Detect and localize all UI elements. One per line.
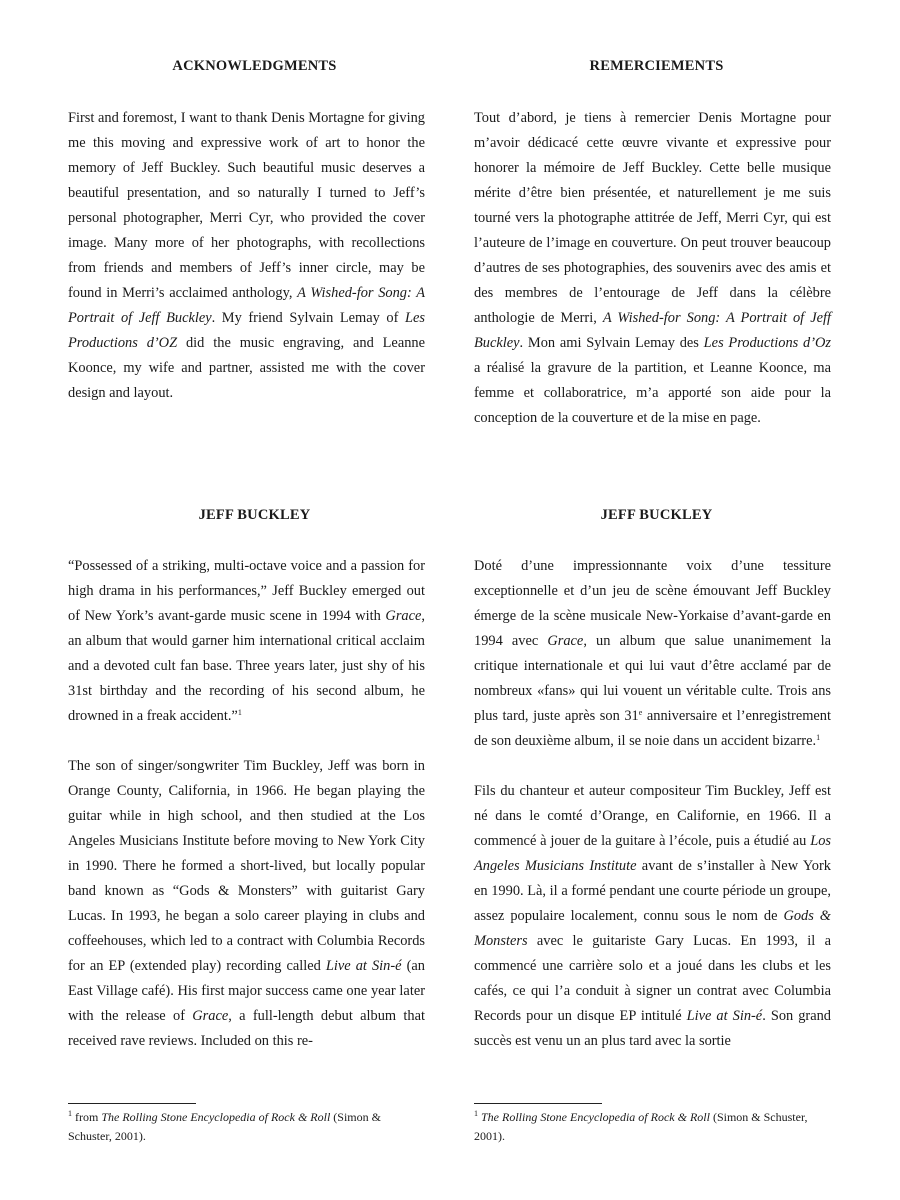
acknowledgments-text-fr	[474, 106, 831, 431]
biography-paragraph-2-fr	[474, 779, 831, 1054]
text-run: (an East Village café). His first major success came one year later with the release of	[68, 958, 425, 1024]
book-title: A Wished-for Song: A Portrait of Jeff Buckley	[474, 310, 831, 351]
text-run: anniversaire et l’enregistrement de son deuxième album, il se noie dans un accident bizarre.	[474, 708, 832, 749]
ordinal-superscript: e	[638, 708, 643, 717]
biography-heading-en: JEFF BUCKLEY	[198, 507, 311, 523]
text-run: avec le guitariste Gary Lucas. En 1993, il a commencé une carrière solo et a joué dans les clubs et les cafés, ce qui l’a conduit à signer un contrat avec Columbia Records pour un disque EP intitulé	[474, 933, 831, 1024]
text-run: , an album that would garner him international critical acclaim and a devoted cult fan base. Three years later, just shy of his 31st birthday and the recording of his second album, he drowned in a freak accident.”	[68, 608, 425, 724]
footnote-rule-en	[68, 1103, 196, 1104]
text-run: First and foremost, I want to thank Denis Mortagne for giving me this moving and expressive work of art to honor the memory of Jeff Buckley. Such beautiful music deserves a beautiful presentation, and so naturally I turned to Jeff’s personal photographer, Merri Cyr, who provided the cover image. Many more of her photographs, with recollections from friends and members of Jeff’s inner circle, may be found in Merri’s acclaimed anthology,	[68, 110, 425, 301]
biography-section-fr	[474, 505, 831, 1054]
footnote-number: 1	[474, 1109, 478, 1118]
album-title: Live at Sin-é	[686, 1008, 763, 1024]
book-title: The Rolling Stone Encyclopedia of Rock & Roll	[481, 1110, 710, 1124]
text-run: avant de s’installer à New York en 1990. Là, il a formé pendant une courte période un groupe, assez populaire localement, connu sous le nom de	[474, 858, 831, 924]
text-run: from	[72, 1110, 102, 1124]
footnote-rule-fr	[474, 1103, 602, 1104]
footnote-marker: 1	[237, 708, 242, 717]
text-run: . Son grand succès est venu un an plus tard avec la sortie	[474, 1008, 831, 1049]
book-title: The Rolling Stone Encyclopedia of Rock & Roll	[101, 1110, 331, 1124]
footnote-number: 1	[68, 1109, 72, 1118]
biography-paragraph-1-fr	[474, 554, 831, 754]
biography-heading-fr: JEFF BUCKLEY	[600, 507, 713, 523]
footnote-marker: 1	[816, 733, 821, 742]
footnote-fr	[474, 1108, 831, 1146]
band-name: Gods & Monsters	[474, 908, 831, 949]
text-run: The son of singer/songwriter Tim Buckley, Jeff was born in Orange County, California, in 1966. He began playing the guitar while in high school, and then studied at the Los Angeles Musicians Institute before moving to New York City in 1990. There he formed a short-lived, but locally popular band known as “Gods & Monsters” with guitarist Gary Lucas. In 1993, he began a solo career playing in clubs and coffeehouses, which led to a contract with Columbia Records for an EP (extended play) recording called	[68, 758, 425, 974]
biography-paragraph-2-en	[68, 754, 425, 1054]
acknowledgments-section-fr	[474, 56, 831, 431]
acknowledgments-section-en	[68, 56, 425, 406]
remerciements-heading: REMERCIEMENTS	[589, 58, 724, 74]
text-run: did the music engraving, and Leanne Koonce, my wife and partner, assisted me with the cover design and layout.	[68, 335, 425, 401]
album-title: Grace	[385, 608, 422, 624]
text-run: Fils du chanteur et auteur compositeur Tim Buckley, Jeff est né dans le comté d’Orange, en Californie, en 1966. Il a commencé à jouer de la guitare à l’école, puis a étudié au	[474, 783, 831, 849]
company-name: Les Productions d’OZ	[68, 310, 425, 351]
text-run: (Simon & Schuster, 2001).	[474, 1110, 808, 1143]
text-run: , un album que salue unanimement la critique internationale et qui lui vaut d’être acclamé par de nombreux «fans» qui lui vouent un véritable culte. Trois ans plus tard, juste après son 31	[474, 633, 831, 724]
institute-name: Los Angeles Musicians Institute	[474, 833, 831, 874]
text-run: (Simon & Schuster, 2001).	[68, 1110, 381, 1143]
text-run: Tout d’abord, je tiens à remercier Denis Mortagne pour m’avoir dédicacé cette œuvre vivante et expressive pour honorer la mémoire de Jeff Buckley. Cette belle musique mérite d’être bien présentée, et naturellement je me suis tourné vers la photographe attitrée de Jeff, Merri Cyr, qui est l’auteure de l’image en couverture. On peut trouver beaucoup d’autres de ses photographies, des souvenirs avec des amis et des membres de l’entourage de Jeff dans la célèbre anthologie de Merri,	[474, 110, 831, 326]
acknowledgments-heading: ACKNOWLEDGMENTS	[172, 58, 337, 74]
album-title: Grace	[547, 633, 584, 649]
text-run: , a full-length debut album that received rave reviews. Included on this re-	[68, 1008, 425, 1049]
acknowledgments-text-en	[68, 106, 425, 406]
album-title: Grace	[192, 1008, 229, 1024]
album-title: Live at Sin-é	[325, 958, 402, 974]
text-run: Doté d’une impressionnante voix d’une tessiture exceptionnelle et d’un jeu de scène émouvant Jeff Buckley émerge de la scène musicale New-Yorkaise d’avant-garde en 1994 avec	[474, 558, 831, 649]
text-run: . Mon ami Sylvain Lemay des	[519, 335, 704, 351]
book-title: A Wished-for Song: A Portrait of Jeff Buckley	[68, 285, 425, 326]
text-run: “Possessed of a striking, multi-octave voice and a passion for high drama in his performances,” Jeff Buckley emerged out of New York’s avant-garde music scene in 1994 with	[68, 558, 425, 624]
biography-section-en	[68, 505, 425, 1054]
footnote-en	[68, 1108, 425, 1146]
biography-paragraph-1-en	[68, 554, 425, 729]
text-run: a réalisé la gravure de la partition, et Leanne Koonce, ma femme et collaboratrice, m’a apporté son aide pour la conception de la couverture et de la mise en page.	[474, 360, 831, 426]
company-name: Les Productions d’Oz	[703, 335, 832, 351]
text-run: . My friend Sylvain Lemay of	[211, 310, 405, 326]
